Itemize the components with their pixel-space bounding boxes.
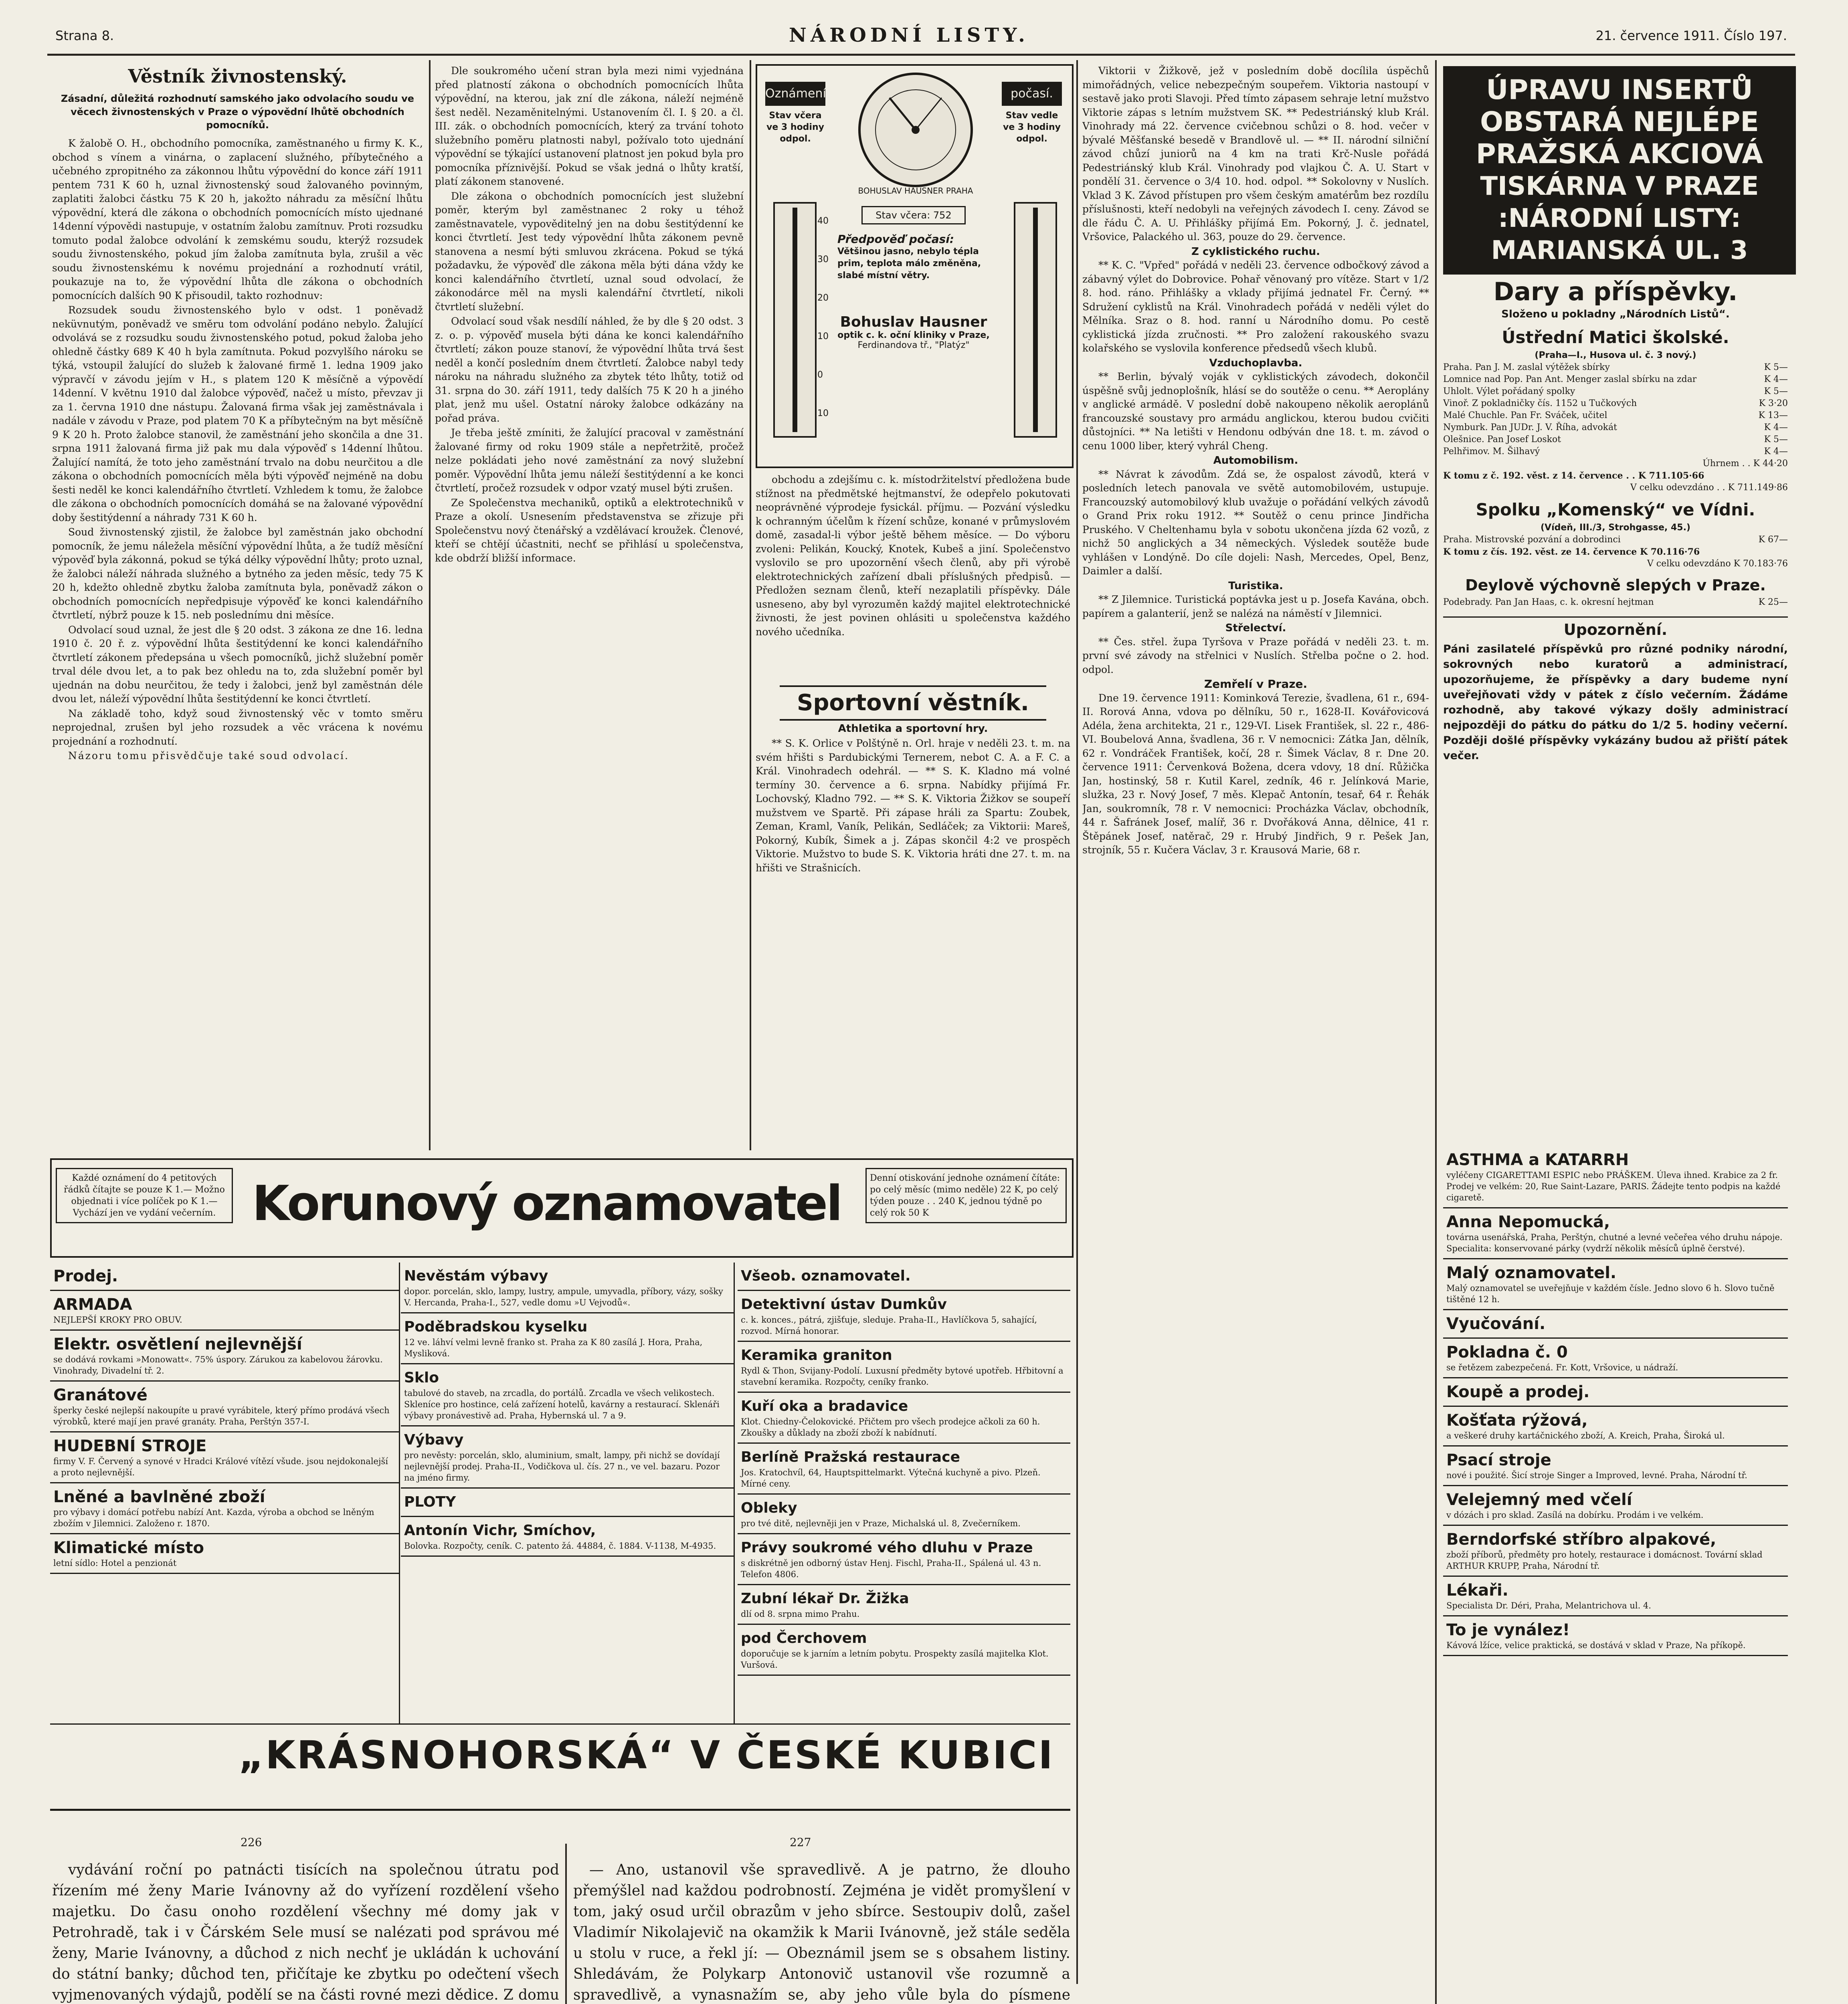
scale-label: 30 [817, 255, 829, 265]
feuilleton-divider [565, 1844, 567, 2004]
classified-ad [401, 1364, 734, 1426]
ad-body: pro nevěsty: porcelán, sklo, aluminium, smalt, lampy, při nichž se dovídají nejlevnější prodej. Praha-II., Vodičkova ul. čís. 27 n., ve vel. bazaru. Pozor na jméno firmy. [404, 1450, 720, 1483]
classified-ad [50, 1483, 399, 1534]
amount: K 3·20 [1759, 398, 1788, 408]
paragraph: obchodu a zdejšímu c. k. místodržitelství předložena bude stížnost na předmětské hejtmanství, že odepřelo pokutovati neoprávněné výprodeje fysickál. příjmu. — Pozvání výsledku k ochranným účelům k řízení schůze, konané v průmyslovém domě, zasadal-li výbor ještě během měsíce. — Do výboru zvoleni: Pelikán, Koucký, Knotek, Kubeš a jiní. Společenstvo vyslovilo se pro upozornění všech členů, aby při výrobě elektrotechnických zařízení dbali příslušných předpisů. — Předložen seznam členů, kteří nezaplatili příspěvky. Dále usneseno, aby byl vyrozuměn každý majitel elektrotechnické živnosti, že jest povinen ohlásiti u společenstva každého nového učedníka. [756, 474, 1070, 638]
upravu-line: PRAŽSKÁ AKCIOVÁ [1476, 138, 1763, 170]
classified-ad [1443, 1486, 1788, 1526]
ad-heading: PLOTY [404, 1494, 456, 1510]
right-ads [1443, 1146, 1788, 1988]
firm-name: Bohuslav Hausner [840, 314, 987, 330]
classified-ad [1443, 1577, 1788, 1616]
ad-heading: Berlíně Pražská restaurace [741, 1449, 960, 1465]
sport-title: Sportovní věstník. [780, 685, 1046, 721]
upravu-line: TISKÁRNA V PRAZE [1480, 172, 1759, 201]
classified-ad [738, 1291, 1070, 1342]
ad-body: Specialista Dr. Déri, Praha, Melantrichova ul. 4. [1446, 1601, 1651, 1610]
komensky-addr: (Vídeň, III./3, Strohgasse, 45.) [1541, 523, 1690, 533]
paragraph: Dne 19. července 1911: Kominková Terezie, švadlena, 61 r., 694-II. Rorová Anna, vdova po dělníku, 50 r., 1628-II. Kovářovicová Adéla, žena architekta, 21 r., 129-VI. Lisek František, sl. 22 r., 486-VI. Boubelová Anna, švadlena, 36 r. V nemocnici: Zátka Jan, dělník, 62 r. Vondráček František, kočí, 28 r. Šimek Václav, 8 r. Dne 20. července 1911: Červenková Božena, dcera vdovy, 18 dní. Růžička Jan, hostinský, 58 r. Kutil Karel, zedník, 46 r. Jelínková Marie, služka, 23 r. Nový Josef, 7 měs. Klepač Antonín, tesař, 64 r. Řehák Jan, soukromník, 78 r. V nemocnici: Procházka Václav, obchodník, 44 r. Šafránek Josef, malíř, 36 r. Dvořáková Anna, dělnice, 41 r. Štěpánek Josef, natěrač, 29 r. Hrubý Jindřich, 9 r. Pešek Jan, strojník, 55 r. Kučera Václav, 3 r. Krausová Marie, 68 r. [1082, 692, 1429, 856]
column-vestnik [52, 64, 423, 1138]
forecast: Většinou jasno, nebylo tépla prim, teplota málo změněna, slabé místní větry. [837, 246, 981, 281]
ads-col-2 [401, 1263, 735, 1723]
deyl-row [1443, 596, 1788, 608]
paragraph: Odvolací soud však nesdílí náhled, že by dle § 20 odst. 3 z. o. p. výpověď musela býti dána ke konci kalendářního čtvrtletí; zákon pouze stanoví, že výpovědní lhůta trvá šest neděl a končí posledním dnem čtvrtletí. Žalobce nabyl tedy nároku na náhradu služného za zbytek této lhůty, totiž od 31. srpna do 30. září 1911, tedy dalších 75 K 20 h a jiného plat, jenž mu ušel. Ostatní nároky žalobce odkázány na pořad práva. [435, 315, 744, 424]
left-sub: Stav včera ve 3 hodiny odpol. [766, 111, 824, 144]
classified-ad [401, 1263, 734, 1313]
ad-body: v dózách i pro sklad. Zasílá na dobírku. Prodám i ve velkém. [1446, 1510, 1704, 1520]
ad-body: šperky české nejlepší nakoupíte u pravé vyrábitele, který přímo prodává všech výrobků, které mají jen pravé granáty. Praha, Perštýn 357-I. [53, 1406, 390, 1426]
ad-body: se dodává rovkami »Monowatt«. 75% úspory. Zárukou za kabelovou žárovku. Vinohrady, Divadelní tř. 2. [53, 1355, 383, 1376]
classified-ad [50, 1382, 399, 1432]
upravu-line: MARIANSKÁ UL. 3 [1491, 236, 1748, 265]
ads-col-3 [738, 1263, 1070, 1723]
ad-heading: To je vynález! [1446, 1621, 1570, 1639]
ad-heading: Detektivní ústav Dumkův [741, 1296, 947, 1313]
ad-body: doporučuje se k jarním a letním pobytu. Prospekty zasílá majitelka Klot. Vuršová. [741, 1649, 1049, 1670]
subhead: Automobilism. [1213, 455, 1298, 467]
donor: Pelhřimov. M. Šilhavý [1443, 446, 1540, 457]
upravu-insertu-ad [1443, 66, 1796, 275]
upozorneni-text: Páni zasilatelé příspěvků pro různé podniky národní, sokrovných nebo kuratorů a administrací, upozorňujeme, že příspěvky a dary budeme nyní uveřejňovati vždy v pátek z číslo večerním. Žádáme rozhodně, aby takové výkazy došly administrací nejpozději do pátku do pátku do 1/2 5. hodiny večerní. Později došlé příspěvky vykázány budou až přiští pátek večer. [1443, 643, 1788, 762]
dial-text: BOHUSLAV HAUSNER PRAHA [858, 186, 973, 196]
ad-heading: Velejemný med včelí [1446, 1491, 1632, 1509]
classified-ad [50, 1432, 399, 1483]
paragraph: vydávání roční po patnácti tisících na společnou útratu pod řízením mé ženy Marie Ivánovny až do vyřízení rozdělení všeho majetku. Do času onoho rozdělení všechny mé domy jak v Petrohradě, tak i v Čárském Sele musí se nalézati pod správou mé ženy, Marie Ivánovny, a důchod z nich nechť je ukládán k uchování do státní banky; důchod ten, přičítaje ke zbytku po odečtení všech vyjmenovaných výdajů, podělí se na části rovné mezi dědice. Z domu [52, 1862, 559, 2003]
dary-title: Dary a příspěvky. [1493, 277, 1738, 306]
ad-heading: Granátové [53, 1386, 148, 1404]
column-divider [429, 60, 431, 1150]
classified-ad [1443, 1339, 1788, 1378]
paragraph: Je třeba ještě zmíniti, že žalující pracoval v zaměstnání žalované firmy od roku 1909 stále a nepřetržitě, pročež nelze pokládati jeho nové zaměstnání za nový služební poměr. Výpovědní lhůta jemu náleží šestitýdenní a ke konci čtvrtletí, pročež rozsudek v odpor vzatý musel býti zrušen. [435, 427, 744, 494]
paragraph: Názoru tomu přisvědčuje také soud odvolací. [68, 750, 349, 762]
paragraph: Ze Společenstva mechaniků, optiků a elektrotechniků v Praze a okolí. Usnesením představenstva se zřizuje při Společenstvu nový čtenářský a vzdělávací kroužek. Členové, kteří se chtějí účastniti, nechť se přihlásí u společenstva, kde obdrží bližší informace. [435, 497, 744, 564]
ad-body: továrna usenářská, Praha, Perštýn, chutné a levné večeřea vého druhu nápoje. Specialita: konservované párky (vydrží několik měsíců úplně čerstvé). [1446, 1232, 1783, 1253]
ad-body: nové i použité. Šicí stroje Singer a Improved, levné. Praha, Národní tř. [1446, 1471, 1747, 1480]
ad-body: Bolovka. Rozpočty, ceník. C. patento žá. 44884, č. 1884. V-1138, M-4935. [404, 1541, 716, 1551]
paragraph: Soud živnostenský zjistil, že žalobce byl zaměstnán jako obchodní pomocník, že jemu náležela měsíční výpovědní lhůta, a že tudíž měsíční výpověď byla zákonná, pokud se týká délky výpovědní lhůty; proto uznal, že žalobci náleží náhrada služného a bytného za jeden měsíc, tedy 75 K 20 h, kdežto ohledně zbytku žaloba zamítnuta byla, poněvadž zákon o obchodních pomocnících nepředpisuje výpověď ke konci kalendářního čtvrtletí, nýbrž pouze k 15. neb poslednímu dni měsíce. [52, 526, 423, 621]
donation-row [1443, 362, 1788, 374]
amount: K 4— [1764, 422, 1788, 432]
ad-body: dopor. porcelán, sklo, lampy, lustry, ampule, umyvadla, příbory, vázy, sošky V. Hercanda, Praha-I., 527, vedle domu »U Vejvodů«. [404, 1287, 723, 1307]
komensky-total: K tomu z čís. 192. věst. ze 14. července K 70.116·76 [1443, 547, 1700, 557]
classified-ad [738, 1534, 1070, 1585]
stav: Stav včera: 752 [861, 206, 966, 224]
ad-heading: Pokladna č. 0 [1446, 1343, 1568, 1362]
section-title: Věstník živnostenský. [128, 65, 347, 87]
amount: K 25— [1758, 597, 1788, 607]
amount: K 5— [1764, 386, 1788, 396]
sport-sub: Athletika a sportovní hry. [838, 723, 988, 735]
ad-body: NEJLEPŠÍ KROKY PRO OBUV. [53, 1315, 182, 1325]
scale-label: 20 [817, 293, 829, 303]
forecast-panel [837, 202, 990, 434]
right-thermometer [1014, 202, 1057, 438]
classified-ad [738, 1495, 1070, 1534]
right-label: počasí. [1002, 82, 1062, 106]
ad-body: s diskrétně jen odborný ústav Henj. Fischl, Praha-II., Spálená ul. 43 n. Telefon 4806. [741, 1558, 1041, 1579]
ad-heading: pod Čerchovem [741, 1630, 867, 1646]
column-middle [435, 64, 744, 1138]
amount: K 5— [1764, 434, 1788, 444]
paragraph: K žalobě O. H., obchodního pomocníka, zaměstnaného u firmy K. K., obchod s vínem a vinárna, o zaplacení služného, příbytečného a učebného zpropitného za zákonnou lhůtu výpovědní do konce září 1911 pentem 731 K 60 h, uznal živnostenský soud žalovaného povinným, zaplatiti žalobci částku 75 K 20 h, jakožto náhradu za měsíční lhůtu výpovědní, která dle zákona o obchodních pomocnících místo ujednané 14denní výpovědi nastupuje, v ostatním žalobu zamítnuv. Proti rozsudku tomuto podal žalobce odvolání k zemskému soudu, kterýž rozsudek soudu živnostenského, pokud jím žaloba zamítnuta byla, zrušil a věc soudu živnostenskému k novému projednání a rozhodnutí vrátil, poukazuje na to, že výpovědní lhůta dle zákona o obchodních pomocnících dalších 90 K přisoudil, takto rozhodnuv: [52, 137, 423, 301]
paragraph: Na základě toho, když soud živnostenský věc v tomto směru neprojednal, zrušen byl jeho rozsudek a věc vrácena k novému projednání a rozhodnutí. [52, 707, 423, 747]
classified-ad [50, 1534, 399, 1574]
krasnohorska-text: „KRÁSNOHORSKÁ“ V ČESKÉ KUBICI [239, 1733, 1055, 1778]
ad-heading: Právy soukromé vého dluhu v Praze [741, 1539, 1033, 1556]
donor: Podebrady. Pan Jan Haas, c. k. okresní hejtman [1443, 597, 1654, 607]
subhead: Střelectví. [1225, 622, 1286, 634]
ad-heading: Anna Nepomucká, [1446, 1213, 1610, 1231]
paragraph: ** Návrat k závodům. Zdá se, že ospalost závodů, která v posledních letech panovala ve světě automobilovém, ustupuje. Francouzský automobilový klub uvažuje o pořádání velkých závodů o Grand Prix roku 1912. ** Soutěž o cenu prince Jindřicha Pruského. V Cheltenhamu byla v sobotu ukončena jízda 62 vozů, z nichž 50 anglických a 34 německých. Výsledek soutěže bude vyhlášen v Londýně. Do cíle dojeli: Nash, Mercedes, Opel, Benz, Daimler a další. [1082, 468, 1429, 577]
upravu-line: ÚPRAVU INSERTŮ [1486, 74, 1753, 106]
paragraph: Viktorii v Žižkově, jež v posledním době docílila úspěchů mimořádných, velice nebezpečným soupeřem. Viktoria nastoupí v sestavě jako proti Slavoji. Před tímto zápasem sehraje letní mužstvo Viktorie zápas s letním mužstvem SK. ** Pedestriánský klub Král. Vinohrady má 22. července cvičebnou schůzi o 8. hod. večer v bývalé Měšťanské besedě v Brandlově ul. — ** II. národní silniční závod chůzí juniorů na 4 km na trati Krč-Nusle pořádá Pedestriánský klub Král. Vinohrady pod vlajkou Č. A. U. Start v pondělí 31. července o 3/4 10. hod. odpol. ** Sokolovny v Nuslích. Vklad 3 K. Závod přístupen pro všem českým amatérům bez rozdílu příslušnosti, kteří nedobyli na veřejných závodech I. ceny. Závod se dle řádu Č. A. U. Přihlášky přijímá Em. Pokorný, J. č. jednatel, Vršovice, Palackého ul. 363, pouze do 29. července. [1082, 65, 1429, 242]
donor: Olešnice. Pan Josef Loskot [1443, 434, 1561, 444]
donor: Nymburk. Pan JUDr. J. V. Říha, advokát [1443, 422, 1617, 432]
donation-row [1443, 422, 1788, 434]
donation-row [1443, 398, 1788, 410]
donor: Vinoř. Z pokladničky čís. 1152 u Tučkových [1443, 398, 1637, 408]
dary-sub: Složeno u pokladny „Národních Listů“. [1501, 308, 1730, 320]
classified-ad [1443, 1526, 1788, 1577]
ad-body: 12 ve. láhví velmi levně franko st. Praha za K 80 zasílá J. Hora, Praha, Mysliková. [404, 1337, 703, 1358]
amount: K 4— [1764, 374, 1788, 384]
amount: K 67— [1758, 535, 1788, 545]
ad-heading: Lněné a bavlněné zboží [53, 1488, 265, 1506]
left-label: Oznámení [765, 82, 825, 106]
matice-total: V celku odevzdáno . . K 711.149·86 [1630, 483, 1788, 493]
donation-row [1443, 386, 1788, 398]
paragraph: Dle zákona o obchodních pomocnících jest služební poměr, kterým byl zaměstnanec 2 roky u téhož zaměstnavatele, vypověditelný jen na dobu šestitýdenní ke konci čtvrtletí. Jest tedy výpovědní lhůta zákonem pevně stanovena a nesmí býti smluvou zkrácena. Pokud se týká požadavku, že výpověď dle zákona měla býti dána vždy ke konci kalendářního čtvrtletí, uznal soud odvolací, že zákonodárce měl na mysli kalendářní čtvrtletí, nikoli čtvrtletí služební. [435, 190, 744, 313]
feuilleton-right [573, 1860, 1070, 2004]
amount: K 5— [1764, 362, 1788, 372]
sport-text [756, 737, 1070, 1137]
ad-heading: Malý oznamovatel. [1446, 1264, 1617, 1282]
donation-row [1443, 446, 1788, 458]
firm-addr: Ferdinandova tř., "Platýz" [857, 340, 970, 350]
ad-heading: Antonín Vichr, Smíchov, [404, 1522, 596, 1539]
sum: Úhrnem . . K 44·20 [1702, 459, 1788, 469]
upravu-line: :NÁRODNÍ LISTY: [1498, 204, 1741, 233]
ad-body: firmy V. F. Červený a synové v Hradci Králové vítězí všude. jsou nejdokonalejší a proto nejlevnější. [53, 1457, 388, 1477]
right-sub: Stav vedle ve 3 hodiny odpol. [1003, 111, 1061, 144]
korunovy-title: Korunový oznamovatel [252, 1176, 841, 1232]
subhead: Zemřelí v Praze. [1204, 677, 1308, 691]
ad-heading: Košťata rýžová, [1446, 1411, 1588, 1430]
subhead: Z cyklistického ruchu. [1191, 245, 1320, 258]
ad-body: Rydl & Thon, Svijany-Podolí. Luxusní předměty bytové upotřeb. Hřbitovní a stavební keramika. Rozpočty, ceníky franko. [741, 1366, 1064, 1387]
ad-heading: Berndorfské stříbro alpakové, [1446, 1530, 1717, 1549]
amount: K 4— [1764, 446, 1788, 457]
classified-ad [50, 1263, 399, 1291]
column-divider [1435, 60, 1437, 2004]
paragraph: — Ano, ustanovil vše spravedlivě. A je patrno, že dlouho přemýšlel nad každou podrobností. Zejména je vidět promyšlení v tom, jaký osud určil obrazům v jeho sbírce. Sestoupiv dolů, zašel Vladimír Nikolajevič na okamžik k Marii Ivánovně, jež stále seděla u stolu v ruce, a řekl jí: — Obeznámil jsem se s obsahem listiny. Shledávám, že Polykarp Antonovič ustanovil vše rozumně a spravedlivě, a vynasnažím se, aby jeho vůle byla do písmene [573, 1862, 1070, 2003]
ad-heading: ARMADA [53, 1295, 132, 1314]
ad-body: a veškeré druhy kartáčnického zboží, A. Kreich, Praha, Široká ul. [1446, 1431, 1725, 1440]
ad-heading: Prodej. [53, 1267, 118, 1285]
classified-ad [738, 1342, 1070, 1393]
krasnohorska-banner [50, 1723, 1070, 1811]
feuilleton-num-right: 227 [790, 1836, 811, 1849]
classified-ad [1443, 1259, 1788, 1310]
donor: Malé Chuchle. Pan Fr. Sváček, učitel [1443, 410, 1607, 420]
ad-body: pro výbavy i domácí potřebu nabízí Ant. Kazda, výroba a obchod se lněným zbožím v Jilemnici. Založeno r. 1870. [53, 1507, 374, 1528]
amount: K 13— [1758, 410, 1788, 420]
ad-body: Kávová lžíce, velice praktická, se dostává v sklad v Praze, Na příkopě. [1446, 1640, 1746, 1650]
ad-body: letní sídlo: Hotel a penzionát [53, 1558, 177, 1568]
ad-heading: Všeob. oznamovatel. [741, 1268, 911, 1284]
matice-rows [1443, 362, 1788, 458]
subhead: Vzduchoplavba. [1209, 357, 1302, 369]
subhead: Turistika. [1228, 580, 1283, 592]
column-divider [750, 60, 751, 1150]
matice-title: Ústřední Matici školské. [1502, 327, 1729, 347]
classified-ad [401, 1426, 734, 1489]
ad-body: vyléčeny CIGARETTAMI ESPIC nebo PRÁŠKEM. Úleva ihned. Krabice za 2 fr. Prodej ve velkém: 20, Rue Saint-Lazare, PARIS. Žádejte tento podpis na každé cigaretě. [1446, 1170, 1781, 1202]
ads-col-1 [50, 1263, 400, 1723]
ad-heading: Keramika graniton [741, 1347, 892, 1364]
classified-ad [50, 1331, 399, 1382]
deyl-title: Deylově výchovně slepých v Praze. [1465, 576, 1766, 594]
korunovy-right: Denní otiskování jednohe oznámení čítáte: po celý měsíc (mimo neděle) 22 K, po celý týden pouze . . 240 K, jednou týdně po celý rok 50 K [865, 1168, 1067, 1223]
column-sport-news [1082, 64, 1429, 1972]
donor: Uhlolt. Výlet pořádaný spolky [1443, 386, 1575, 396]
ad-body: Klot. Chiedny-Čelokovické. Přičtem pro všech prodejce ačkoli za 60 h. Zkoušky a důklady na zboží zboží k nabídnutí. [741, 1417, 1040, 1438]
upozorneni-title: Upozornění. [1443, 616, 1788, 642]
ad-heading: Lékaři. [1446, 1581, 1508, 1600]
ad-heading: Vyučování. [1446, 1315, 1546, 1333]
ad-body: Jos. Kratochvíl, 64, Hauptspittelmarkt. Výtečná kuchyně a pivo. Plzeň. Mírné ceny. [741, 1468, 1041, 1489]
matice-sum [1443, 458, 1788, 470]
ad-body: se řetězem zabezpečená. Fr. Kott, Vršovice, u nádraží. [1446, 1363, 1678, 1372]
paragraph: ** Z Jilemnice. Turistická poptávka jest u p. Josefa Kavána, obch. papírem a galanterií, jenž se nalézá na náměstí v Jilemnici. [1082, 594, 1429, 619]
donor: Lomnice nad Pop. Pan Ant. Menger zaslal sbírku na zdar [1443, 374, 1697, 384]
ad-heading: Výbavy [404, 1432, 464, 1448]
therm-scale [817, 202, 833, 433]
komensky-title: Spolku „Komenský“ ve Vídni. [1476, 500, 1755, 519]
scale-label: 10 [817, 331, 829, 341]
barometer-dial [841, 70, 990, 190]
feuilleton-left [52, 1860, 559, 2004]
ad-heading: Zubní lékař Dr. Žižka [741, 1590, 909, 1607]
left-thermometer [773, 202, 817, 438]
column-divider [1076, 60, 1078, 1984]
donation-row [1443, 374, 1788, 386]
ad-body: pro tvé ditě, nejlevněji jen v Praze, Michalská ul. 8, Zvečerníkem. [741, 1519, 1021, 1528]
komensky-row [1443, 534, 1788, 546]
komensky-total: V celku odevzdáno K 70.183·76 [1647, 559, 1788, 569]
classified-ad [401, 1313, 734, 1364]
scale-label: 10 [817, 408, 829, 418]
ad-body: Malý oznamovatel se uveřejňuje v každém čísle. Jedno slovo 6 h. Slovo tučně tištěné 12 h. [1446, 1283, 1775, 1304]
donation-row [1443, 410, 1788, 422]
paragraph: ** S. K. Orlice v Polštýně n. Orl. hraje v neděli 23. t. m. na svém hřišti s Pardubickými Ternerem, nebot C. A. a F. C. a Král. Vinohradech odehrál. — ** S. K. Kladno má volné termíny 30. července a 6. srpna. Nabídky přijímá Fr. Lochovský, Kladno 792. — ** S. K. Viktoria Žižkov se soupeří mužstvem ve Spartě. Při zápase hráli za Spartu: Zoubek, Zeman, Kraml, Vaník, Pelikán, Sedláček; za Viktorii: Mareš, Pokorný, Kubík, Šimek a j. Zápas skončil 4:2 ve prospěch Viktorie. Mužstvo to bude S. K. Viktoria hráti dne 27. t. m. na hřišti ve Strašnicích. [756, 737, 1070, 874]
column-center-text [756, 473, 1070, 681]
matice-total: K tomu z č. 192. věst. z 14. července . . K 711.105·66 [1443, 471, 1704, 481]
classified-ad [738, 1444, 1070, 1495]
ad-body: zboží příborů, předměty pro hotely, restaurace i domácnost. Tovární sklad ARTHUR KRUPP, Praha, Národní tř. [1446, 1550, 1763, 1571]
ad-heading: Kuří oka a bradavice [741, 1398, 908, 1414]
ad-body: dlí od 8. srpna mimo Prahu. [741, 1609, 860, 1619]
ad-heading: Nevěstám výbavy [404, 1268, 548, 1284]
ad-heading: Poděbradskou kyselku [404, 1319, 588, 1335]
ad-heading: Sklo [404, 1370, 439, 1386]
donation-row [1443, 434, 1788, 446]
ad-heading: ASTHMA a KATARRH [1446, 1151, 1629, 1169]
upravu-line: OBSTARÁ NEJLÉPE [1480, 106, 1759, 138]
masthead-rule [47, 54, 1795, 56]
ad-body: c. k. konces., pátrá, zjišťuje, sleduje. Praha-II., Havlíčkova 5, sahající, rozvod. Mírná honorar. [741, 1315, 1037, 1336]
page-number: Strana 8. [55, 28, 114, 43]
forecast-title: Předpověď počasí: [837, 232, 954, 246]
classified-ad [1443, 1310, 1788, 1339]
paragraph: ** Čes. střel. župa Tyršova v Praze pořádá v neděli 23. t. m. první své závody na střelnici v Nuslích. Střelba počne o 2. hod. odpol. [1082, 636, 1429, 675]
classified-ad [1443, 1208, 1788, 1259]
ad-heading: Psací stroje [1446, 1451, 1551, 1469]
classified-ad [738, 1393, 1070, 1444]
ad-body: tabulové do staveb, na zrcadla, do portálů. Zrcadla ve všech velikostech. Skleníce pro hostince, celá zařízení hotelů, kavárny a restaurací. Sklenáři výbavy pronávestivě ad. Praha, Hybernská ul. 7 a 9. [404, 1388, 720, 1420]
korunovy-banner [50, 1158, 1074, 1258]
masthead [47, 22, 1795, 51]
classified-ad [50, 1291, 399, 1331]
classified-ad [1443, 1616, 1788, 1656]
section-lead: Zásadní, důležitá rozhodnutí samského jako odvolacího soudu ve věcech živnostenských v Praze o výpovědní lhůtě obchodních pomocníků. [61, 93, 414, 131]
hausner-weather-ad [756, 64, 1074, 468]
classified-ad [738, 1585, 1070, 1625]
ad-heading: HUDEBNÍ STROJE [53, 1437, 207, 1455]
paragraph: ** K. C. "Vpřed" pořádá v neděli 23. července odbočkový závod a zábavný výlet do Dobrovice. Pohař věnovaný pro vítěze. Start v 1/2 8. hod. ráno. Přihlášky a vklady přijímá jednatel Fr. Černý. ** Sdružení cyklistů na Král. Vinohradech pořádá v neděli výlet do Mělníka. Sraz o 8. hod. ranní u Národního domu. Po cestě cyklistická jízda zručnosti. ** Pro založení rakouského svazu kolařského se vyslovila konference předsedů všech klubů. [1082, 259, 1429, 354]
paragraph: Rozsudek soudu živnostenského bylo v odst. 1 poněvadž neküvnutým, poněvadž ve směru tom odvolání podáno nebylo. Žalující odvolává se z rozsudku soudu živnostenského potud, pokud žaloba jeho ohledně částky 689 K 40 h byla zamítnuta. Pokud pozvylšího nároku se týká, vstoupil žalující do služeb k žalované firmě 1. ledna 1909 jako výpravčí v závodu jejím v H., s platem 120 K měsíčně a výpovědí 14denní. V květnu 1910 dal žalobce výpověď, načež u místo, převzav ji za 1. června 1910 dne nástupu. Žalovaná firma však jej zaměstnávala i nadále v závodu v Praze, pod platem 70 K a příbytečným na byt měsíčně 9 K 20 h. Proto žalobce stanovil, že zaměstnání jeho skončila a dne 31. srpna 1911 žalovaná firma již pak mu dala výpověď s 14denní lhůtou. Žalující namítá, že toto jeho zaměstnání trvalo na dobu neurčitou a dle zákona o obchodních pomocnících měla býti výpověď nejméně na dobu šesti neděl ke konci kalendářního čtvrtletí. Vzhledem k tomu, že žalobce dle zákona o obchodních pomocnících domáhá se na žalované výpovědní doby šestitýdenní a náhrady 731 K 60 h. [52, 304, 423, 523]
classified-ad [738, 1263, 1070, 1291]
scale-label: 40 [817, 216, 829, 226]
classified-ad [1443, 1407, 1788, 1446]
sport-section [756, 685, 1070, 1142]
newspaper-title: NÁRODNÍ LISTY. [789, 24, 1029, 46]
ad-heading: Klimatické místo [53, 1539, 204, 1557]
paragraph: ** Berlin, bývalý voják v cyklistických závodech, dokončil úspěšně svůj jednoplošník, hlásí se do soutěže o cenu. ** Aeroplány v anglické armádě. V poslední době nakoupeno několik aeroplánů francouzské soustavy pro armádu anglickou, kterou budou cvičiti důstojníci. ** Na letišti v Hendonu odbýván dne 18. t. m. závod o cenu 1000 liber, který vyhrál Cheng. [1082, 371, 1429, 452]
matice-addr: (Praha—I., Husova ul. č. 3 nový.) [1535, 350, 1696, 360]
ad-heading: Elektr. osvětlení nejlevnější [53, 1335, 302, 1354]
classified-ad [401, 1517, 734, 1557]
scale-label: 0 [817, 370, 823, 380]
classified-ad [401, 1489, 734, 1517]
donor: Praha. Pan J. M. zaslal výtěžek sbírky [1443, 362, 1610, 372]
ad-heading: Koupě a prodej. [1446, 1383, 1590, 1401]
feuilleton-num-left: 226 [241, 1836, 262, 1849]
classified-ad [738, 1625, 1070, 1676]
classified-ad [1443, 1146, 1788, 1208]
donor: Praha. Mistrovské pozvání a dobrodinci [1443, 535, 1621, 545]
classified-ad [1443, 1446, 1788, 1486]
ad-heading: Obleky [741, 1500, 797, 1516]
firm-sub: optik c. k. oční kliniky v Praze, [837, 330, 990, 340]
paragraph: Dle soukromého učení stran byla mezi nimi vyjednána před platností zákona o obchodních pomocnících lhůta výpovědní, na kterou, jak zní dle zákona, náleží nejméně šest neděl. Nezaměnitelnými. Ustanovením čl. I. § 20. a čl. III. zák. o obchodních pomocnících, který za trvání tohoto služebního poměru platnosti nabyl, požívalo toto ujednání výpovědní se týkající ustanovení platnost jen pokud byla pro pomocníka příznivější. Pokud se však jedná o lhůty kratší, platí zákonem stanovené. [435, 65, 744, 187]
paragraph: Odvolací soud uznal, že jest dle § 20 odst. 3 zákona ze dne 16. ledna 1910 č. 20 ř. z. výpovědní lhůta šestitýdenní ke konci kalendářního čtvrtletí zákonem předepsána u všech pomocníků, jichž služební poměr trval déle dvou let, a to pak bez ohledu na to, zda služební poměr byl ujednán na dobu neurčitou, že tedy i žalobci, jenž byl zaměstnán déle dvou let, náleží výpovědní lhůta šestitýdenní ke konci čtvrtletí. [52, 624, 423, 705]
korunovy-left: Každé oznámení do 4 petitových řádků čítajte se pouze K 1.— Možno objednati i více políček po K 1.— Vychází jen ve vydání večerním. [56, 1168, 233, 1223]
classified-ad [1443, 1378, 1788, 1407]
issue-date: 21. července 1911. Číslo 197. [1595, 28, 1787, 43]
